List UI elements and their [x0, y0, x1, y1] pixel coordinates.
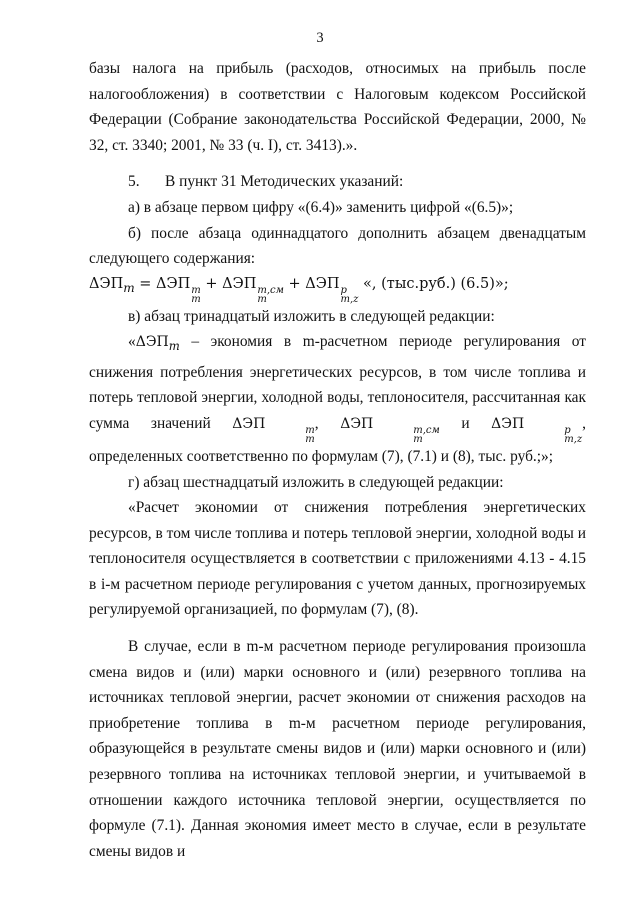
math-dep-p: ΔЭП p m,z: [491, 415, 583, 445]
page-number: 3: [316, 30, 324, 46]
paragraph-v: в) абзац тринадцатый изложить в следующей редакции:: [128, 307, 495, 325]
math-dep-m: $\Delta ЭП_m$: [135, 334, 180, 354]
paragraph-fuel-change: В случае, если в m-м расчетном периоде регулирования произошла смена видов и (или) марки основного и (или) резервного топлива на источниках тепловой энергии, расчет экономии от снижения расходов на приобретение топлива в m-м расчетном периоде регулирования, образующейся в результате смены видов и (или) марки основного и (или) резервного топлива на источниках тепловой энергии, и учитываемой в отношении каждого источника тепловой энергии, осуществляется по формуле (7.1). Данная экономия имеет место в случае, если в результате смены видов и: [89, 638, 586, 860]
document-body: [89, 56, 586, 864]
math-dep-tsm: ΔЭП т,см m: [340, 415, 440, 445]
paragraph-item-5: [89, 169, 586, 195]
paragraph-a: а) в абзаце первом цифру «(6.4)» заменить цифрой «(6.5)»;: [128, 198, 514, 216]
formula-6-5: $\Delta ЭП_m = \Delta ЭП$ m m + ΔЭП т,см m + ΔЭП p m,z «, (тыс.руб.) (6.5)»;: [89, 275, 509, 305]
paragraph-g: г) абзац шестнадцатый изложить в следующей редакции:: [128, 473, 504, 491]
paragraph-tax-base: базы налога на прибыль (расходов, относимых на прибыль после налогообложения) в соответствии с Налоговым кодексом Российской Федерации (Собрание законодательства Российской Федерации, 2000, № 32, ст. 3340; 2001, № 33 (ч. I), ст. 3413).».: [89, 60, 586, 154]
paragraph-quote-2: «Расчет экономии от снижения потребления энергетических ресурсов, в том числе топлива и потерь тепловой энергии, холодной воды и теплоносителя осуществляется в соответствии с приложениями 4.13 - 4.15 в i-м расчетном периоде регулирования с учетом данных, прогнозируемых регулируемой организацией, по формулам (7), (8).: [89, 499, 586, 619]
item-5-text: В пункт 31 Методических указаний:: [165, 173, 404, 191]
formula-sub-sup: m m: [191, 284, 201, 305]
paragraph-quote-1: «$\Delta ЭП_m$ – экономия в m-расчетном периоде регулирования от снижения потребления энергетических ресурсов, в том числе топлива и потерь тепловой энергии, холодной воды, теплоносителя, рассчитанная как сумма значений ΔЭП m m , ΔЭП т,см m и ΔЭП p m,z , определенных соответственно по формулам (7), (7.1) и (8), тыс. руб.;»;: [89, 333, 586, 465]
paragraph-b: б) после абзаца одиннадцатого дополнить абзацем двенадцатым следующего содержания:: [89, 224, 586, 268]
math-dep-t: ΔЭП m m: [232, 415, 315, 445]
item-number: 5.: [128, 173, 140, 191]
formula-tail: «, (тыс.руб.) (6.5)»;: [358, 275, 509, 292]
